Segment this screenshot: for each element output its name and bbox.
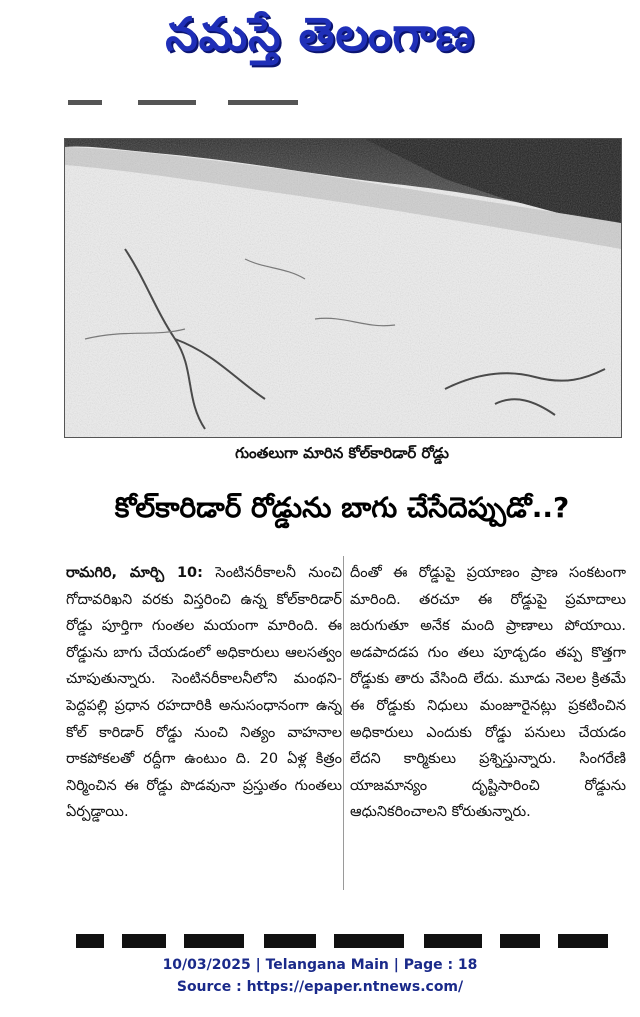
article-headline: కోల్‌కారిడార్ రోడ్డును బాగు చేసేదెప్పుడో..? [114,491,570,524]
article-dateline: రామగిరి, మార్చి 10: [66,565,203,581]
footer-source-link[interactable]: Source : https://epaper.ntnews.com/ [176,979,464,995]
footer-edition-info: 10/03/2025 | Telangana Main | Page : 18 [162,957,478,973]
road-photo [64,138,622,438]
article-body-right: దీంతో ఈ రోడ్డుపై ప్రయాణం ప్రాణ సంకటంగా మారింది. తరచూ ఈ రోడ్డుపై ప్రమాదాలు జరుగుతూ అనేక మంది ప్రాణాలు పోయాయి. అడపాదడప గుం తలు పూడ్చడం తప్ప కొత్తగా రోడ్డుకు తారు వేసింది లేదు. మూడు నెలల క్రితమే ఈ రోడ్డుకు నిధులు మంజూరైనట్లు ప్రకటించిన అధికారులు ఎందుకు రోడ్డు పనులు చేయడం లేదని కార్మికులు ప్రశ్నిస్తున్నారు. సింగరేణి యాజమాన్యం దృష్టిసారించి రోడ్డును ఆధునికరించాలని కోరుతున్నారు. [350,565,626,821]
road-photo-image [65,139,621,437]
article-body-left: సెంటినరీకాలనీ నుంచి గోదావరిఖని వరకు విస్తరించి ఉన్న కోల్‌కారిడార్ రోడ్డు పూర్తిగా గుంతల మయంగా మారింది. ఈ రోడ్డును బాగు చేయడంలో అధికారులు ఆలసత్వం చూపుతున్నారు. సెంటినరీకాలనీలోని మంథని-పెద్దపల్లి ప్రధాన రహదారికి అనుసంధానంగా ఉన్న కోల్ కారిడార్ రోడ్డు నుంచి నిత్యం వాహనాల రాకపోకలతో రద్దీగా ఉంటుం ది. 20 ఏళ్ల కిత్రం నిర్మించిన ఈ రోడ్డు పొడవునా ప్రస్తుతం గుంతలు ఏర్పడ్డాయి. [66,565,342,821]
clipped-text-shape [68,94,368,108]
page-footer [0,954,640,1004]
clipped-headline-shape [64,926,620,948]
newspaper-title: నమస్తే తెలంగాణ [165,7,475,61]
masthead [0,4,640,76]
article-column-right [350,560,626,890]
column-divider [343,556,344,890]
clipped-text-strip [68,94,368,108]
photo-caption: గుంతలుగా మారిన కోల్‌కారిడార్ రోడ్డు [235,444,449,462]
article-column-left [66,560,342,890]
clipped-next-headline [64,926,620,948]
